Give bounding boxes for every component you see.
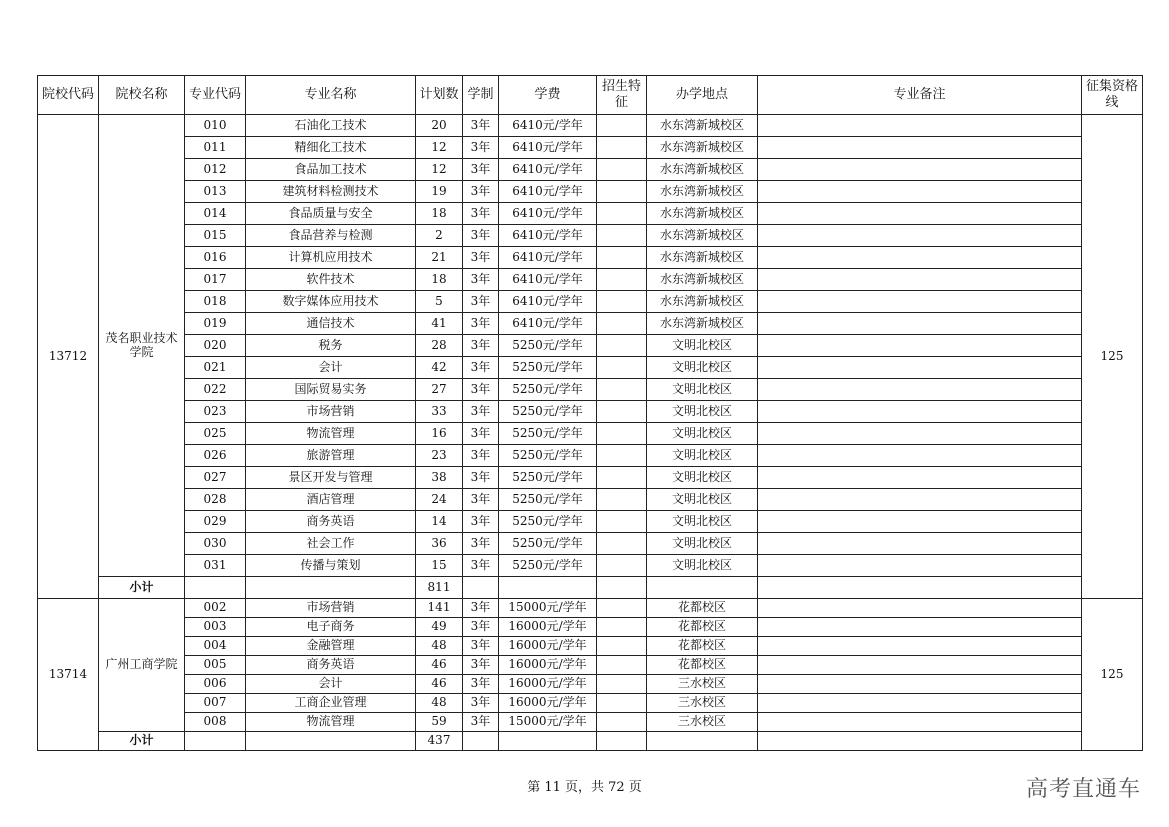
table-row (38, 181, 1143, 203)
duration-cell: 3年 (463, 313, 499, 335)
header-note: 专业备注 (758, 76, 1082, 115)
plan-cell: 18 (416, 203, 463, 225)
major-code-cell: 013 (185, 181, 246, 203)
note-cell (758, 599, 1082, 618)
major-name-cell: 金融管理 (246, 637, 416, 656)
note-cell (758, 357, 1082, 379)
note-cell (758, 379, 1082, 401)
plan-cell: 19 (416, 181, 463, 203)
note-cell (758, 159, 1082, 181)
feature-cell (597, 618, 647, 637)
plan-cell: 48 (416, 637, 463, 656)
major-name-cell: 国际贸易实务 (246, 379, 416, 401)
location-cell: 文明北校区 (647, 379, 758, 401)
fee-cell: 5250元/学年 (499, 467, 597, 489)
major-code-cell: 025 (185, 423, 246, 445)
duration-cell: 3年 (463, 618, 499, 637)
location-cell: 文明北校区 (647, 467, 758, 489)
note-cell (758, 335, 1082, 357)
feature-cell (597, 379, 647, 401)
note-cell (758, 675, 1082, 694)
major-name-cell: 物流管理 (246, 713, 416, 732)
table-row (38, 313, 1143, 335)
fee-cell: 5250元/学年 (499, 555, 597, 577)
major-name-cell: 商务英语 (246, 511, 416, 533)
feature-cell (597, 203, 647, 225)
fee-cell: 5250元/学年 (499, 489, 597, 511)
major-name-cell: 社会工作 (246, 533, 416, 555)
fee-cell: 5250元/学年 (499, 445, 597, 467)
subtotal-empty-cell (246, 577, 416, 599)
school-code-cell: 13712 (38, 115, 99, 599)
location-cell: 花都校区 (647, 599, 758, 618)
duration-cell: 3年 (463, 203, 499, 225)
duration-cell: 3年 (463, 637, 499, 656)
feature-cell (597, 291, 647, 313)
plan-cell: 46 (416, 675, 463, 694)
table-row (38, 637, 1143, 656)
header-school-name: 院校名称 (99, 76, 185, 115)
duration-cell: 3年 (463, 159, 499, 181)
plan-cell: 20 (416, 115, 463, 137)
major-code-cell: 027 (185, 467, 246, 489)
note-cell (758, 137, 1082, 159)
major-name-cell: 工商企业管理 (246, 694, 416, 713)
table-row (38, 137, 1143, 159)
table-row (38, 291, 1143, 313)
fee-cell: 6410元/学年 (499, 269, 597, 291)
feature-cell (597, 445, 647, 467)
major-name-cell: 商务英语 (246, 656, 416, 675)
location-cell: 水东湾新城校区 (647, 159, 758, 181)
location-cell: 水东湾新城校区 (647, 291, 758, 313)
subtotal-empty-cell (647, 732, 758, 751)
major-code-cell: 005 (185, 656, 246, 675)
feature-cell (597, 637, 647, 656)
duration-cell: 3年 (463, 489, 499, 511)
subtotal-empty-cell (185, 577, 246, 599)
table-row (38, 713, 1143, 732)
feature-cell (597, 357, 647, 379)
table-row (38, 675, 1143, 694)
location-cell: 三水校区 (647, 675, 758, 694)
major-name-cell: 税务 (246, 335, 416, 357)
note-cell (758, 489, 1082, 511)
table-row (38, 555, 1143, 577)
table-row (38, 423, 1143, 445)
major-name-cell: 市场营销 (246, 401, 416, 423)
table-row (38, 467, 1143, 489)
major-name-cell: 通信技术 (246, 313, 416, 335)
plan-cell: 41 (416, 313, 463, 335)
header-location: 办学地点 (647, 76, 758, 115)
location-cell: 文明北校区 (647, 401, 758, 423)
table-row (38, 159, 1143, 181)
fee-cell: 6410元/学年 (499, 225, 597, 247)
plan-cell: 59 (416, 713, 463, 732)
note-cell (758, 247, 1082, 269)
subtotal-empty-cell (463, 577, 499, 599)
location-cell: 水东湾新城校区 (647, 203, 758, 225)
location-cell: 水东湾新城校区 (647, 247, 758, 269)
plan-cell: 2 (416, 225, 463, 247)
major-name-cell: 酒店管理 (246, 489, 416, 511)
duration-cell: 3年 (463, 401, 499, 423)
plan-cell: 21 (416, 247, 463, 269)
major-code-cell: 008 (185, 713, 246, 732)
location-cell: 文明北校区 (647, 423, 758, 445)
table-row (38, 357, 1143, 379)
note-cell (758, 291, 1082, 313)
subtotal-row (38, 577, 1143, 599)
subtotal-empty-cell (463, 732, 499, 751)
table-row (38, 618, 1143, 637)
plan-cell: 15 (416, 555, 463, 577)
duration-cell: 3年 (463, 511, 499, 533)
feature-cell (597, 115, 647, 137)
duration-cell: 3年 (463, 247, 499, 269)
feature-cell (597, 489, 647, 511)
subtotal-label-cell: 小计 (99, 732, 185, 751)
feature-cell (597, 675, 647, 694)
major-name-cell: 软件技术 (246, 269, 416, 291)
fee-cell: 5250元/学年 (499, 423, 597, 445)
note-cell (758, 423, 1082, 445)
plan-cell: 27 (416, 379, 463, 401)
major-name-cell: 物流管理 (246, 423, 416, 445)
table-row (38, 335, 1143, 357)
major-code-cell: 028 (185, 489, 246, 511)
major-name-cell: 食品营养与检测 (246, 225, 416, 247)
header-major-code: 专业代码 (185, 76, 246, 115)
header-major-name: 专业名称 (246, 76, 416, 115)
note-cell (758, 533, 1082, 555)
fee-cell: 6410元/学年 (499, 115, 597, 137)
location-cell: 文明北校区 (647, 357, 758, 379)
major-code-cell: 007 (185, 694, 246, 713)
fee-cell: 6410元/学年 (499, 247, 597, 269)
fee-cell: 16000元/学年 (499, 656, 597, 675)
fee-cell: 15000元/学年 (499, 599, 597, 618)
location-cell: 水东湾新城校区 (647, 313, 758, 335)
major-code-cell: 015 (185, 225, 246, 247)
table-row (38, 694, 1143, 713)
major-name-cell: 旅游管理 (246, 445, 416, 467)
major-name-cell: 计算机应用技术 (246, 247, 416, 269)
feature-cell (597, 269, 647, 291)
table-row (38, 203, 1143, 225)
table-row (38, 599, 1143, 618)
note-cell (758, 115, 1082, 137)
plan-cell: 16 (416, 423, 463, 445)
plan-cell: 36 (416, 533, 463, 555)
note-cell (758, 555, 1082, 577)
fee-cell: 6410元/学年 (499, 291, 597, 313)
header-plan: 计划数 (416, 76, 463, 115)
note-cell (758, 401, 1082, 423)
note-cell (758, 511, 1082, 533)
major-code-cell: 002 (185, 599, 246, 618)
duration-cell: 3年 (463, 656, 499, 675)
page-footer: 第 11 页，共 72 页 (527, 780, 642, 795)
note-cell (758, 313, 1082, 335)
feature-cell (597, 247, 647, 269)
fee-cell: 6410元/学年 (499, 137, 597, 159)
feature-cell (597, 313, 647, 335)
feature-cell (597, 713, 647, 732)
feature-cell (597, 423, 647, 445)
note-cell (758, 203, 1082, 225)
feature-cell (597, 533, 647, 555)
plan-cell: 23 (416, 445, 463, 467)
major-code-cell: 026 (185, 445, 246, 467)
table-row (38, 401, 1143, 423)
plan-cell: 12 (416, 137, 463, 159)
plan-cell: 46 (416, 656, 463, 675)
plan-cell: 12 (416, 159, 463, 181)
table-body (38, 115, 1143, 751)
subtotal-empty-cell (185, 732, 246, 751)
major-name-cell: 食品质量与安全 (246, 203, 416, 225)
fee-cell: 16000元/学年 (499, 675, 597, 694)
major-code-cell: 019 (185, 313, 246, 335)
duration-cell: 3年 (463, 713, 499, 732)
plan-cell: 5 (416, 291, 463, 313)
duration-cell: 3年 (463, 379, 499, 401)
note-cell (758, 225, 1082, 247)
note-cell (758, 467, 1082, 489)
subtotal-row (38, 732, 1143, 751)
fee-cell: 6410元/学年 (499, 203, 597, 225)
table-row (38, 445, 1143, 467)
major-code-cell: 023 (185, 401, 246, 423)
major-code-cell: 010 (185, 115, 246, 137)
major-code-cell: 012 (185, 159, 246, 181)
major-code-cell: 003 (185, 618, 246, 637)
note-cell (758, 656, 1082, 675)
plan-cell: 18 (416, 269, 463, 291)
duration-cell: 3年 (463, 599, 499, 618)
fee-cell: 16000元/学年 (499, 618, 597, 637)
location-cell: 水东湾新城校区 (647, 115, 758, 137)
note-cell (758, 181, 1082, 203)
feature-cell (597, 511, 647, 533)
table-row (38, 511, 1143, 533)
major-code-cell: 020 (185, 335, 246, 357)
location-cell: 花都校区 (647, 618, 758, 637)
duration-cell: 3年 (463, 467, 499, 489)
location-cell: 水东湾新城校区 (647, 269, 758, 291)
duration-cell: 3年 (463, 357, 499, 379)
subtotal-plan-cell: 437 (416, 732, 463, 751)
fee-cell: 5250元/学年 (499, 533, 597, 555)
location-cell: 花都校区 (647, 656, 758, 675)
location-cell: 文明北校区 (647, 511, 758, 533)
subtotal-empty-cell (597, 732, 647, 751)
major-name-cell: 数字媒体应用技术 (246, 291, 416, 313)
duration-cell: 3年 (463, 269, 499, 291)
note-cell (758, 269, 1082, 291)
feature-cell (597, 137, 647, 159)
major-name-cell: 电子商务 (246, 618, 416, 637)
duration-cell: 3年 (463, 137, 499, 159)
major-code-cell: 030 (185, 533, 246, 555)
subtotal-label-cell: 小计 (99, 577, 185, 599)
school-code-cell: 13714 (38, 599, 99, 751)
header-school-code: 院校代码 (38, 76, 99, 115)
feature-cell (597, 181, 647, 203)
major-name-cell: 市场营销 (246, 599, 416, 618)
location-cell: 三水校区 (647, 713, 758, 732)
school-name-cell: 广州工商学院 (99, 599, 185, 732)
duration-cell: 3年 (463, 115, 499, 137)
threshold-cell: 125 (1082, 115, 1143, 599)
fee-cell: 5250元/学年 (499, 335, 597, 357)
fee-cell: 5250元/学年 (499, 401, 597, 423)
major-code-cell: 016 (185, 247, 246, 269)
subtotal-empty-cell (758, 577, 1082, 599)
subtotal-empty-cell (246, 732, 416, 751)
major-code-cell: 014 (185, 203, 246, 225)
fee-cell: 5250元/学年 (499, 511, 597, 533)
major-name-cell: 食品加工技术 (246, 159, 416, 181)
subtotal-empty-cell (499, 732, 597, 751)
fee-cell: 16000元/学年 (499, 694, 597, 713)
subtotal-plan-cell: 811 (416, 577, 463, 599)
major-name-cell: 会计 (246, 675, 416, 694)
watermark-text: 高考直通车 (1025, 777, 1141, 802)
major-name-cell: 精细化工技术 (246, 137, 416, 159)
feature-cell (597, 555, 647, 577)
location-cell: 三水校区 (647, 694, 758, 713)
feature-cell (597, 335, 647, 357)
duration-cell: 3年 (463, 694, 499, 713)
plan-cell: 48 (416, 694, 463, 713)
table-row (38, 247, 1143, 269)
location-cell: 文明北校区 (647, 335, 758, 357)
plan-cell: 14 (416, 511, 463, 533)
school-name-cell: 茂名职业技术学院 (99, 115, 185, 577)
location-cell: 文明北校区 (647, 445, 758, 467)
subtotal-empty-cell (597, 577, 647, 599)
fee-cell: 6410元/学年 (499, 159, 597, 181)
table-row (38, 379, 1143, 401)
major-code-cell: 031 (185, 555, 246, 577)
feature-cell (597, 467, 647, 489)
duration-cell: 3年 (463, 675, 499, 694)
note-cell (758, 618, 1082, 637)
duration-cell: 3年 (463, 555, 499, 577)
header-duration: 学制 (463, 76, 499, 115)
duration-cell: 3年 (463, 181, 499, 203)
header-row (38, 76, 1143, 115)
note-cell (758, 637, 1082, 656)
fee-cell: 5250元/学年 (499, 357, 597, 379)
table-row (38, 115, 1143, 137)
major-code-cell: 011 (185, 137, 246, 159)
major-code-cell: 018 (185, 291, 246, 313)
note-cell (758, 445, 1082, 467)
fee-cell: 6410元/学年 (499, 313, 597, 335)
major-code-cell: 021 (185, 357, 246, 379)
fee-cell: 16000元/学年 (499, 637, 597, 656)
major-name-cell: 建筑材料检测技术 (246, 181, 416, 203)
plan-cell: 28 (416, 335, 463, 357)
plan-cell: 38 (416, 467, 463, 489)
location-cell: 水东湾新城校区 (647, 225, 758, 247)
feature-cell (597, 225, 647, 247)
subtotal-empty-cell (758, 732, 1082, 751)
plan-cell: 33 (416, 401, 463, 423)
duration-cell: 3年 (463, 533, 499, 555)
note-cell (758, 694, 1082, 713)
feature-cell (597, 694, 647, 713)
feature-cell (597, 159, 647, 181)
header-fee: 学费 (499, 76, 597, 115)
feature-cell (597, 401, 647, 423)
major-code-cell: 022 (185, 379, 246, 401)
header-feature: 招生特征 (597, 76, 647, 115)
major-code-cell: 006 (185, 675, 246, 694)
note-cell (758, 713, 1082, 732)
duration-cell: 3年 (463, 335, 499, 357)
plan-cell: 141 (416, 599, 463, 618)
plan-cell: 49 (416, 618, 463, 637)
table-row (38, 225, 1143, 247)
fee-cell: 15000元/学年 (499, 713, 597, 732)
major-code-cell: 017 (185, 269, 246, 291)
table-row (38, 533, 1143, 555)
table-row (38, 269, 1143, 291)
major-code-cell: 004 (185, 637, 246, 656)
major-name-cell: 石油化工技术 (246, 115, 416, 137)
duration-cell: 3年 (463, 423, 499, 445)
plan-cell: 24 (416, 489, 463, 511)
location-cell: 水东湾新城校区 (647, 181, 758, 203)
location-cell: 文明北校区 (647, 533, 758, 555)
feature-cell (597, 656, 647, 675)
major-name-cell: 景区开发与管理 (246, 467, 416, 489)
duration-cell: 3年 (463, 291, 499, 313)
header-threshold: 征集资格线 (1082, 76, 1143, 115)
location-cell: 花都校区 (647, 637, 758, 656)
subtotal-empty-cell (499, 577, 597, 599)
duration-cell: 3年 (463, 445, 499, 467)
subtotal-empty-cell (647, 577, 758, 599)
duration-cell: 3年 (463, 225, 499, 247)
fee-cell: 6410元/学年 (499, 181, 597, 203)
plan-cell: 42 (416, 357, 463, 379)
location-cell: 文明北校区 (647, 555, 758, 577)
major-name-cell: 会计 (246, 357, 416, 379)
major-code-cell: 029 (185, 511, 246, 533)
table-row (38, 489, 1143, 511)
location-cell: 文明北校区 (647, 489, 758, 511)
threshold-cell: 125 (1082, 599, 1143, 751)
table-row (38, 656, 1143, 675)
major-name-cell: 传播与策划 (246, 555, 416, 577)
location-cell: 水东湾新城校区 (647, 137, 758, 159)
feature-cell (597, 599, 647, 618)
fee-cell: 5250元/学年 (499, 379, 597, 401)
enrollment-plan-table (37, 75, 1143, 751)
